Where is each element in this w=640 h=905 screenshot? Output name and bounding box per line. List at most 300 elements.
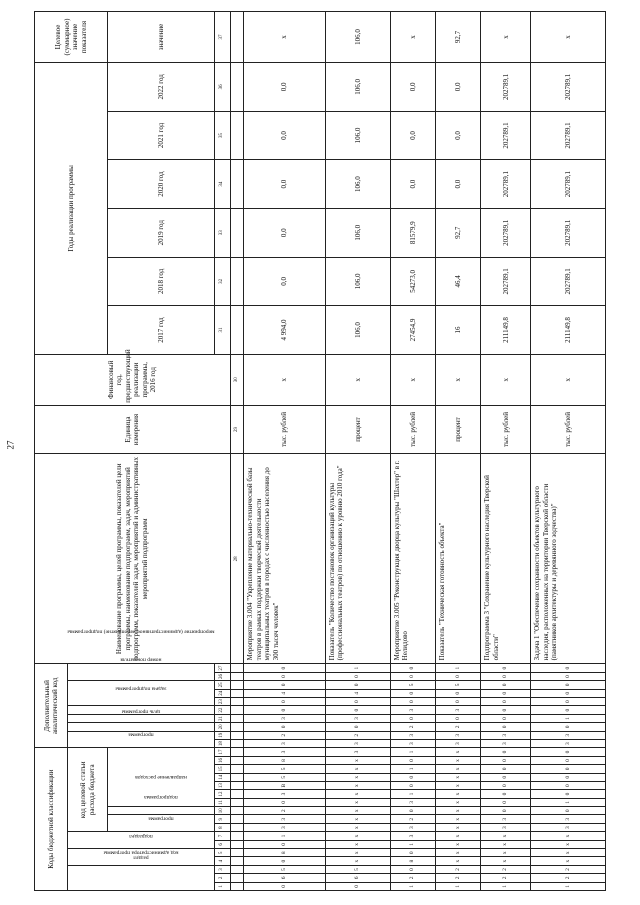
code-cell: 0: [325, 882, 390, 890]
unit-cell: тыс. рублей: [244, 405, 326, 454]
code-cell: х: [325, 765, 390, 773]
col-blank: [230, 12, 243, 63]
col-blank: [230, 756, 243, 764]
code-cell: х: [435, 781, 480, 789]
header-subprogram: [108, 794, 214, 815]
header-goal: [68, 708, 215, 731]
code-cell: 3: [244, 790, 326, 798]
code-cell: х: [435, 840, 480, 848]
header-year-2021: 2021 год: [108, 111, 214, 160]
code-cell: 1: [531, 882, 606, 890]
code-cell: 0: [390, 807, 435, 815]
header-name: Наименование программы, целей программы, показателей цели программы, наименование подпрограмм, задач, мероприятий подпрограмм, показателей задач, мероприятий и административных мероприятий подпрограмм: [35, 454, 231, 664]
year-value-2021: 0,0: [244, 111, 326, 160]
year-value-2018: 54273,0: [390, 257, 435, 306]
code-cell: 3: [390, 739, 435, 747]
code-cell: 0: [481, 798, 531, 806]
code-cell: 0: [390, 849, 435, 857]
col-num: 3: [214, 865, 230, 873]
col-num-right: 35: [214, 111, 230, 160]
code-cell: 0: [244, 857, 326, 865]
header-target: Целевое (суммарное) значение показателя: [35, 12, 108, 63]
header-admin-text: код администратора программы: [103, 849, 179, 856]
year-value-2019: 106,0: [325, 208, 390, 257]
col-num-right: 32: [214, 257, 230, 306]
col-blank: [230, 731, 243, 739]
code-cell: 0: [481, 773, 531, 781]
col-blank: [230, 723, 243, 731]
col-blank: [230, 832, 243, 840]
code-cell: 3: [390, 823, 435, 831]
unit-cell: тыс. рублей: [390, 405, 435, 454]
code-cell: 2: [390, 874, 435, 882]
code-cell: 0: [481, 672, 531, 680]
code-cell: 1: [531, 798, 606, 806]
col-blank: [230, 773, 243, 781]
header-target-article: код целевой статьи расхода бюджета: [68, 748, 108, 832]
col-num: 12: [214, 790, 230, 798]
code-cell: 0: [244, 672, 326, 680]
code-cell: В: [244, 781, 326, 789]
code-cell: 0: [531, 706, 606, 714]
code-cell: 0: [531, 807, 606, 815]
col-num: 10: [214, 807, 230, 815]
code-cell: х: [325, 773, 390, 781]
col-num: 24: [214, 689, 230, 697]
code-cell: 0: [481, 790, 531, 798]
code-cell: 1: [390, 840, 435, 848]
code-cell: 8: [244, 849, 326, 857]
code-cell: 0: [244, 681, 326, 689]
year-value-2021: 202789,1: [531, 111, 606, 160]
code-cell: 4: [244, 689, 326, 697]
year-value-2020: 0,0: [435, 160, 480, 209]
code-cell: 1: [390, 790, 435, 798]
target-value-cell: х: [390, 12, 435, 63]
code-cell: 0: [481, 807, 531, 815]
item-name: Показатель "Количество постановок организаций культуры (профессиональных театров) по отношению к уровню 2010 года": [325, 454, 390, 664]
year-value-2021: 106,0: [325, 111, 390, 160]
code-cell: х: [325, 798, 390, 806]
code-cell: 0: [325, 697, 390, 705]
code-cell: 6: [325, 874, 390, 882]
code-cell: 5: [390, 681, 435, 689]
code-cell: х: [325, 781, 390, 789]
code-cell: 3: [435, 706, 480, 714]
col-num: 17: [214, 748, 230, 756]
header-subsection: [68, 832, 215, 849]
table-row: [481, 12, 531, 891]
header-budget-codes: Коды бюджетной классификации: [35, 748, 68, 891]
col-num: 14: [214, 773, 230, 781]
code-cell: 5: [244, 773, 326, 781]
fin-year-cell: х: [244, 354, 326, 405]
col-blank: [230, 790, 243, 798]
code-cell: 3: [325, 714, 390, 722]
code-cell: 3: [481, 731, 531, 739]
col-num-right: 36: [214, 63, 230, 112]
year-value-2017: 4 994,0: [244, 306, 326, 355]
col-blank: [230, 714, 243, 722]
code-cell: 0: [390, 756, 435, 764]
col-blank: [230, 781, 243, 789]
code-cell: х: [435, 807, 480, 815]
code-cell: 0: [390, 689, 435, 697]
header-subsection-text: подраздел: [129, 833, 153, 840]
code-cell: х: [531, 849, 606, 857]
code-cell: 0: [435, 672, 480, 680]
code-cell: 0: [390, 781, 435, 789]
code-cell: 0: [531, 765, 606, 773]
code-cell: 1: [531, 714, 606, 722]
code-cell: х: [435, 790, 480, 798]
header-subprogram-text: подпрограмма: [144, 794, 178, 801]
code-cell: 8: [390, 857, 435, 865]
code-cell: 0: [244, 840, 326, 848]
header-program: [108, 815, 214, 832]
year-value-2017: 211149,8: [481, 306, 531, 355]
code-cell: х: [435, 765, 480, 773]
col-num: 15: [214, 765, 230, 773]
code-cell: х: [325, 790, 390, 798]
header-year-2018: 2018 год: [108, 257, 214, 306]
col-blank: [230, 208, 243, 257]
code-cell: х: [481, 849, 531, 857]
code-cell: 0: [325, 706, 390, 714]
header-fin-year: Финансовый год, предшествующий реализации программы, 2016 год: [35, 354, 231, 405]
code-cell: 0: [390, 865, 435, 873]
col-num: 4: [214, 857, 230, 865]
code-cell: 3: [435, 739, 480, 747]
code-cell: х: [435, 748, 480, 756]
target-value-cell: х: [481, 12, 531, 63]
code-cell: х: [481, 840, 531, 848]
code-cell: 0: [481, 664, 531, 672]
year-value-2018: 106,0: [325, 257, 390, 306]
header-row-1: [35, 12, 68, 891]
code-cell: 3: [325, 748, 390, 756]
code-cell: 2: [435, 874, 480, 882]
col-blank: [230, 865, 243, 873]
code-cell: 0: [481, 765, 531, 773]
year-value-2017: 211149,8: [531, 306, 606, 355]
col-num-right: 34: [214, 160, 230, 209]
col-num-right: 37: [214, 12, 230, 63]
col-blank: [230, 823, 243, 831]
col-blank: [230, 111, 243, 160]
table-row: [244, 12, 326, 891]
table-row: [390, 12, 435, 891]
code-cell: 1: [390, 748, 435, 756]
code-cell: 0: [481, 706, 531, 714]
code-cell: х: [325, 857, 390, 865]
col-blank: [230, 257, 243, 306]
code-cell: 2: [244, 807, 326, 815]
code-cell: 0: [531, 697, 606, 705]
col-num-right: 29: [230, 405, 243, 454]
code-cell: 0: [531, 672, 606, 680]
code-cell: 3: [244, 714, 326, 722]
year-value-2020: 202789,1: [481, 160, 531, 209]
col-num-right: 28: [230, 454, 243, 664]
header-indicator-no: [68, 656, 215, 681]
code-cell: 3: [531, 823, 606, 831]
col-blank: [230, 807, 243, 815]
col-blank: [230, 840, 243, 848]
item-name: Мероприятие 3.004 "Укрепление материально-технической базы театров в рамках поддержки творческой деятельности муниципальных театров в городах с численностью населения до 300 тысяч человек": [244, 454, 326, 664]
col-num: 23: [214, 697, 230, 705]
header-task-text: задача подпрограммы: [115, 685, 167, 692]
unit-cell: тыс. рублей: [531, 405, 606, 454]
code-cell: х: [531, 840, 606, 848]
code-cell: 0: [390, 672, 435, 680]
target-value-cell: 92,7: [435, 12, 480, 63]
col-num: 7: [214, 832, 230, 840]
code-cell: 0: [244, 706, 326, 714]
code-cell: 2: [390, 723, 435, 731]
col-num: 1: [214, 882, 230, 890]
year-value-2018: 202789,1: [481, 257, 531, 306]
code-cell: 0: [390, 773, 435, 781]
code-cell: 3: [244, 823, 326, 831]
code-cell: 5: [325, 865, 390, 873]
code-cell: х: [435, 815, 480, 823]
target-value-cell: 106,0: [325, 12, 390, 63]
code-cell: 2: [531, 865, 606, 873]
code-cell: 0: [481, 748, 531, 756]
col-blank: [230, 815, 243, 823]
item-name: Задача 1 "Обеспечение сохранности объектов культурного наследия, расположенных на территории Тверской области (памятников архитектуры и деревянного зодчества)": [531, 454, 606, 664]
table-row: [435, 12, 480, 891]
code-cell: 0: [435, 689, 480, 697]
code-cell: 0: [390, 697, 435, 705]
code-cell: 0: [435, 697, 480, 705]
year-value-2021: 202789,1: [481, 111, 531, 160]
header-year-2020: 2020 год: [108, 160, 214, 209]
item-name: Мероприятие 3.005 "Реконструкция дворца культуры "Шахтер" в г. Нелидово: [390, 454, 435, 664]
fin-year-cell: х: [390, 354, 435, 405]
code-cell: 3: [390, 798, 435, 806]
year-value-2022: 0,0: [244, 63, 326, 112]
program-table: [34, 11, 606, 891]
unit-cell: процент: [435, 405, 480, 454]
code-cell: 4: [325, 689, 390, 697]
code-cell: 0: [244, 664, 326, 672]
code-cell: х: [325, 840, 390, 848]
code-cell: 0: [531, 664, 606, 672]
col-blank: [230, 882, 243, 890]
header-prog: [68, 731, 215, 748]
year-value-2021: 0,0: [435, 111, 480, 160]
code-cell: 6: [244, 874, 326, 882]
year-value-2018: 0,0: [244, 257, 326, 306]
code-cell: 2: [244, 731, 326, 739]
table-row: [325, 12, 390, 891]
code-cell: 0: [325, 723, 390, 731]
code-cell: х: [481, 857, 531, 865]
col-num: 11: [214, 798, 230, 806]
code-cell: х: [435, 773, 480, 781]
year-value-2018: 46,4: [435, 257, 480, 306]
col-num: 21: [214, 714, 230, 722]
code-cell: 0: [390, 714, 435, 722]
year-value-2017: 27454,9: [390, 306, 435, 355]
col-blank: [230, 681, 243, 689]
col-blank: [230, 765, 243, 773]
fin-year-cell: х: [325, 354, 390, 405]
col-num: 25: [214, 681, 230, 689]
col-blank: [230, 798, 243, 806]
col-blank: [230, 748, 243, 756]
code-cell: 0: [244, 697, 326, 705]
header-year-2017: 2017 год: [108, 306, 214, 355]
code-cell: 3: [435, 731, 480, 739]
fin-year-cell: х: [481, 354, 531, 405]
year-value-2020: 202789,1: [531, 160, 606, 209]
col-num: 18: [214, 739, 230, 747]
header-indicator-no-text: номер показателя: [120, 656, 162, 663]
header-goal-text: цель программы: [121, 708, 161, 715]
col-blank: [230, 63, 243, 112]
year-value-2020: 106,0: [325, 160, 390, 209]
item-name: Подпрограмма 3 "Сохранение культурного наследия Тверской области": [481, 454, 531, 664]
year-value-2019: 202789,1: [481, 208, 531, 257]
year-value-2019: 202789,1: [531, 208, 606, 257]
code-cell: х: [325, 807, 390, 815]
col-num: 26: [214, 672, 230, 680]
code-cell: х: [531, 857, 606, 865]
code-cell: 2: [481, 874, 531, 882]
code-cell: 3: [531, 815, 606, 823]
code-cell: 3: [325, 739, 390, 747]
year-value-2020: 0,0: [244, 160, 326, 209]
code-cell: 0: [531, 773, 606, 781]
code-cell: 3: [390, 832, 435, 840]
code-cell: 3: [390, 731, 435, 739]
code-cell: х: [435, 756, 480, 764]
col-num: 2: [214, 874, 230, 882]
code-cell: 0: [325, 672, 390, 680]
code-cell: 3: [244, 748, 326, 756]
code-cell: х: [435, 857, 480, 865]
code-cell: 1: [244, 832, 326, 840]
fin-year-cell: х: [435, 354, 480, 405]
code-cell: 2: [531, 874, 606, 882]
code-cell: 1: [325, 664, 390, 672]
code-cell: 0: [481, 714, 531, 722]
code-cell: 3: [481, 739, 531, 747]
header-year-2019: 2019 год: [108, 208, 214, 257]
page-number: 27: [5, 440, 16, 450]
code-cell: 5: [435, 681, 480, 689]
header-analytic-code: Дополнительный аналитический код: [35, 664, 68, 748]
code-cell: 0: [531, 790, 606, 798]
code-cell: 0: [481, 689, 531, 697]
col-blank: [230, 739, 243, 747]
col-num-right: 31: [214, 306, 230, 355]
header-unit: Единица измерения: [35, 405, 231, 454]
col-blank: [230, 664, 243, 672]
col-blank: [230, 697, 243, 705]
code-cell: х: [325, 815, 390, 823]
header-prog-text: программа: [128, 731, 154, 738]
code-cell: 1: [481, 882, 531, 890]
code-cell: 5: [244, 865, 326, 873]
code-cell: 2: [390, 815, 435, 823]
code-cell: 1: [435, 882, 480, 890]
year-value-2022: 0,0: [435, 63, 480, 112]
col-num: 20: [214, 723, 230, 731]
year-value-2019: 0,0: [244, 208, 326, 257]
target-value-cell: х: [531, 12, 606, 63]
column-numbers-row-2: [230, 12, 243, 891]
col-blank: [230, 306, 243, 355]
code-cell: 3: [481, 823, 531, 831]
code-cell: х: [435, 798, 480, 806]
col-num: 6: [214, 840, 230, 848]
code-cell: 0: [531, 781, 606, 789]
year-value-2021: 0,0: [390, 111, 435, 160]
year-value-2020: 0,0: [390, 160, 435, 209]
code-cell: 3: [531, 731, 606, 739]
year-value-2022: 202789,1: [531, 63, 606, 112]
code-cell: 0: [325, 681, 390, 689]
code-cell: 0: [481, 723, 531, 731]
fin-year-cell: х: [531, 354, 606, 405]
header-years-group: Годы реализации программы: [35, 63, 108, 355]
code-cell: 1: [390, 765, 435, 773]
unit-cell: процент: [325, 405, 390, 454]
code-cell: х: [435, 832, 480, 840]
code-cell: х: [531, 832, 606, 840]
header-direction-text: направление расходов: [135, 774, 187, 781]
col-num: 13: [214, 781, 230, 789]
code-cell: 2: [325, 731, 390, 739]
code-cell: 5: [244, 765, 326, 773]
code-cell: 3: [481, 815, 531, 823]
code-cell: 1: [390, 882, 435, 890]
code-cell: 2: [481, 865, 531, 873]
header-target-value: значение: [108, 12, 214, 63]
code-cell: 2: [435, 723, 480, 731]
code-cell: 3: [531, 739, 606, 747]
code-cell: 0: [531, 756, 606, 764]
code-cell: 0: [481, 781, 531, 789]
code-cell: 0: [435, 714, 480, 722]
col-num: 19: [214, 731, 230, 739]
code-cell: 0: [481, 697, 531, 705]
code-cell: 3: [244, 739, 326, 747]
target-value-cell: х: [244, 12, 326, 63]
unit-cell: тыс. рублей: [481, 405, 531, 454]
code-cell: 2: [435, 865, 480, 873]
code-cell: 0: [531, 689, 606, 697]
col-blank: [230, 849, 243, 857]
code-cell: 0: [531, 681, 606, 689]
year-value-2022: 106,0: [325, 63, 390, 112]
header-program-text: программа: [148, 815, 174, 822]
code-cell: 0: [244, 882, 326, 890]
code-cell: 0: [390, 664, 435, 672]
code-cell: х: [325, 849, 390, 857]
col-num: 27: [214, 664, 230, 672]
year-value-2019: 81579,9: [390, 208, 435, 257]
header-section-text: раздел: [133, 853, 149, 860]
col-num: 9: [214, 815, 230, 823]
code-cell: 0: [531, 748, 606, 756]
code-cell: 1: [435, 664, 480, 672]
col-num-right: 30: [230, 354, 243, 405]
